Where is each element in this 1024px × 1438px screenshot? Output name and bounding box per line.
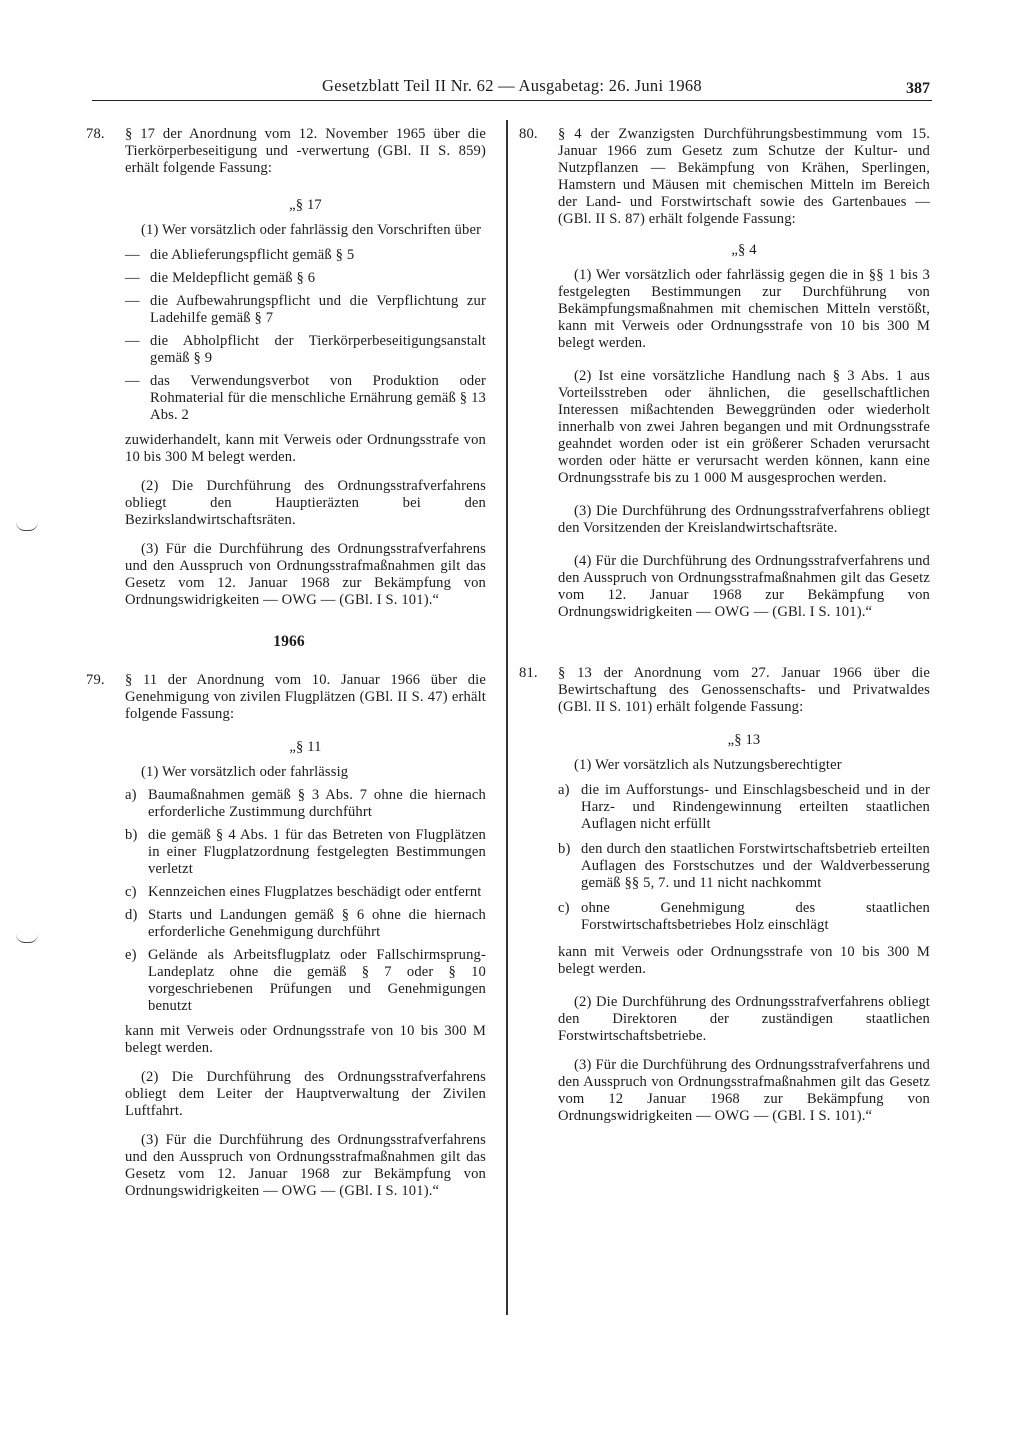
list-item — [125, 907, 486, 941]
list-item — [125, 827, 486, 878]
list-item-text: die gemäß § 4 Abs. 1 für das Betreten von Flugplätzen in einer Flugplatzordnung festgelegten Bestimmungen verletzt — [148, 827, 486, 877]
list-item — [125, 333, 486, 367]
entry-number: 80. — [519, 126, 538, 142]
list-item-text: ohne Genehmigung des staatlichen Forstwirtschaftsbetriebes Holz einschlägt — [581, 900, 930, 933]
entry-number: 78. — [86, 126, 105, 142]
list-item-text: die im Aufforstungs- und Einschlagsbescheid und in der Harz- und Rindengewinnung erteilten staatlichen Auflagen nicht erfüllt — [581, 782, 930, 832]
dash-marker: — — [125, 373, 140, 389]
list-item — [125, 947, 486, 1015]
entry-intro: § 11 der Anordnung vom 10. Januar 1966 über die Genehmigung von zivilen Flugplätzen (GBl. II S. 47) erhält folgende Fassung: — [125, 672, 486, 722]
list-item — [125, 293, 486, 327]
list-item — [125, 373, 486, 424]
list-letter: a) — [558, 782, 570, 798]
list-item — [558, 900, 930, 934]
margin-mark — [16, 522, 38, 531]
paragraph: (1) Wer vorsätzlich als Nutzungsberechtigter — [574, 757, 842, 773]
list-item-text: die Aufbewahrungspflicht und die Verpflichtung zur Ladehilfe gemäß § 7 — [150, 293, 486, 326]
paragraph: (4) Für die Durchführung des Ordnungsstrafverfahrens und den Ausspruch von Ordnungsstrafmaßnahmen gilt das Gesetz vom 12. Januar 1968 zur Bekämpfung von Ordnungswidrigkeiten — OWG — (GBl. I S. 101).“ — [558, 553, 930, 620]
list-letter: c) — [558, 900, 570, 916]
list-item-text: Gelände als Arbeitsflugplatz oder Fallschirmsprung-Landeplatz ohne die gemäß § 7 oder § 10 vorgeschriebenen Prüfungen und Genehmigungen benutzt — [148, 947, 486, 1014]
paragraph-title: „§ 11 — [289, 739, 322, 755]
dash-marker: — — [125, 247, 140, 263]
entry-79 — [86, 672, 486, 1200]
paragraph-title: „§ 4 — [731, 242, 757, 258]
dash-marker: — — [125, 333, 140, 349]
list-letter: b) — [558, 841, 571, 857]
entry-intro: § 4 der Zwanzigsten Durchführungsbestimmung vom 15. Januar 1966 zum Gesetz zum Schutze der Kultur- und Nutzpflanzen — Bekämpfung von Krähen, Sperlingen, Hamstern und Mäusen mit chemischen Mitteln im Bereich der Land- und Forstwirtschaft sowie des Gartenbaues — (GBl. II S. 87) erhält folgende Fassung: — [558, 126, 930, 227]
list-letter: a) — [125, 787, 137, 803]
dash-marker: — — [125, 293, 140, 309]
header-title: Gesetzblatt Teil II Nr. 62 — Ausgabetag: 26. Juni 1968 — [322, 76, 702, 95]
paragraph: (2) Die Durchführung des Ordnungsstrafverfahrens obliegt den Direktoren der zuständigen staatlichen Forstwirtschaftsbetriebe. — [558, 994, 930, 1044]
list-letter: b) — [125, 827, 138, 843]
paragraph-title: „§ 17 — [289, 197, 322, 213]
year-heading: 1966 — [273, 633, 305, 650]
list-item-text: Kennzeichen eines Flugplatzes beschädigt oder entfernt — [148, 884, 482, 900]
paragraph: (1) Wer vorsätzlich oder fahrlässig gegen die in §§ 1 bis 3 festgelegten Bestimmungen zur Durchführung von Bekämpfungsmaßnahmen mit chemischen Mitteln verstößt, kann mit Verweis oder Ordnungsstrafe von 10 bis 300 M belegt werden. — [558, 267, 930, 351]
entry-number: 81. — [519, 665, 538, 681]
list-item-text: die Meldepflicht gemäß § 6 — [150, 270, 316, 286]
page-number: 387 — [906, 80, 930, 97]
entry-number: 79. — [86, 672, 105, 688]
paragraph: (1) Wer vorsätzlich oder fahrlässig — [141, 764, 349, 780]
list-item-text: die Ablieferungspflicht gemäß § 5 — [150, 247, 355, 263]
paragraph: (2) Ist eine vorsätzliche Handlung nach § 3 Abs. 1 aus Vorteilsstreben oder ähnlichen, die gesellschaftlichen Interessen mißachtenden Beweggründen oder wiederholt innerhalb von zwei Jahren begangen und mit Ordnungsstrafe geahndet worden oder ist ein größerer Schaden verursacht worden oder hätte er verursacht werden können, kann eine Ordnungsstrafe bis zu 1 000 M ausgesprochen werden. — [558, 368, 930, 486]
margin-mark — [16, 934, 38, 943]
paragraph: (2) Die Durchführung des Ordnungsstrafverfahrens obliegt den Hauptieräzten bei den Bezirkslandwirtschaftsräten. — [125, 478, 486, 528]
entry-78 — [86, 126, 486, 609]
column-divider — [506, 120, 508, 1315]
list-item-text: den durch den staatlichen Forstwirtschaftsbetrieb erteilten Auflagen des Forstschutzes und der Waldverbesserung gemäß §§ 5, 7. und 11 nicht nachkommt — [581, 841, 930, 891]
paragraph: (3) Für die Durchführung des Ordnungsstrafverfahrens und den Ausspruch von Ordnungsstrafmaßnahmen gilt das Gesetz vom 12. Januar 1968 zur Bekämpfung von Ordnungswidrigkeiten — OWG — (GBl. I S. 101).“ — [125, 541, 486, 608]
paragraph: (1) Wer vorsätzlich oder fahrlässig den Vorschriften über — [141, 222, 482, 238]
paragraph-title: „§ 13 — [727, 732, 761, 748]
list-item — [558, 782, 930, 833]
paragraph: (3) Die Durchführung des Ordnungsstrafverfahrens obliegt den Vorsitzenden der Kreislandwirtschaftsräte. — [558, 503, 930, 536]
list-item — [125, 270, 486, 287]
list-item — [125, 247, 486, 264]
entry-intro: § 17 der Anordnung vom 12. November 1965 über die Tierkörperbeseitigung und -verwertung (GBl. II S. 859) erhält folgende Fassung: — [125, 126, 486, 176]
paragraph: (3) Für die Durchführung des Ordnungsstrafverfahrens und den Ausspruch von Ordnungsstrafmaßnahmen gilt das Gesetz vom 12. Januar 1968 zur Bekämpfung von Ordnungswidrigkeiten — OWG — (GBl. I S. 101).“ — [125, 1132, 486, 1199]
list-item — [558, 841, 930, 892]
list-item — [125, 884, 486, 901]
paragraph: kann mit Verweis oder Ordnungsstrafe von 10 bis 300 M belegt werden. — [558, 944, 930, 977]
dash-marker: — — [125, 270, 140, 286]
entry-81 — [519, 665, 930, 1125]
left-column — [86, 126, 486, 1200]
list-item-text: die Abholpflicht der Tierkörperbeseitigungsanstalt gemäß § 9 — [150, 333, 486, 366]
list-item-text: Baumaßnahmen gemäß § 3 Abs. 7 ohne die hiernach erforderliche Zustimmung durchführt — [148, 787, 486, 820]
list-letter: c) — [125, 884, 137, 900]
paragraph: zuwiderhandelt, kann mit Verweis oder Ordnungsstrafe von 10 bis 300 M belegt werden. — [125, 432, 486, 465]
paragraph: kann mit Verweis oder Ordnungsstrafe von 10 bis 300 M belegt werden. — [125, 1023, 486, 1056]
list-letter: e) — [125, 947, 137, 963]
paragraph: (3) Für die Durchführung des Ordnungsstrafverfahrens und den Ausspruch von Ordnungsstrafmaßnahmen gilt das Gesetz vom 12 Januar 1968 zur Bekämpfung von Ordnungswidrigkeiten — OWG — (GBl. I S. 101).“ — [558, 1057, 930, 1124]
entry-80 — [519, 126, 930, 621]
entry-intro: § 13 der Anordnung vom 27. Januar 1966 über die Bewirtschaftung des Genossenschafts- und Privatwaldes (GBl. II S. 101) erhält folgende Fassung: — [558, 665, 930, 715]
paragraph: (2) Die Durchführung des Ordnungsstrafverfahrens obliegt dem Leiter der Hauptverwaltung der Zivilen Luftfahrt. — [125, 1069, 486, 1119]
list-item-text: das Verwendungsverbot von Produktion oder Rohmaterial für die menschliche Ernährung gemäß § 13 Abs. 2 — [150, 373, 486, 423]
right-column — [519, 126, 930, 1125]
list-item-text: Starts und Landungen gemäß § 6 ohne die hiernach erforderliche Genehmigung durchführt — [148, 907, 486, 940]
list-letter: d) — [125, 907, 138, 923]
page-header — [92, 76, 932, 101]
list-item — [125, 787, 486, 821]
